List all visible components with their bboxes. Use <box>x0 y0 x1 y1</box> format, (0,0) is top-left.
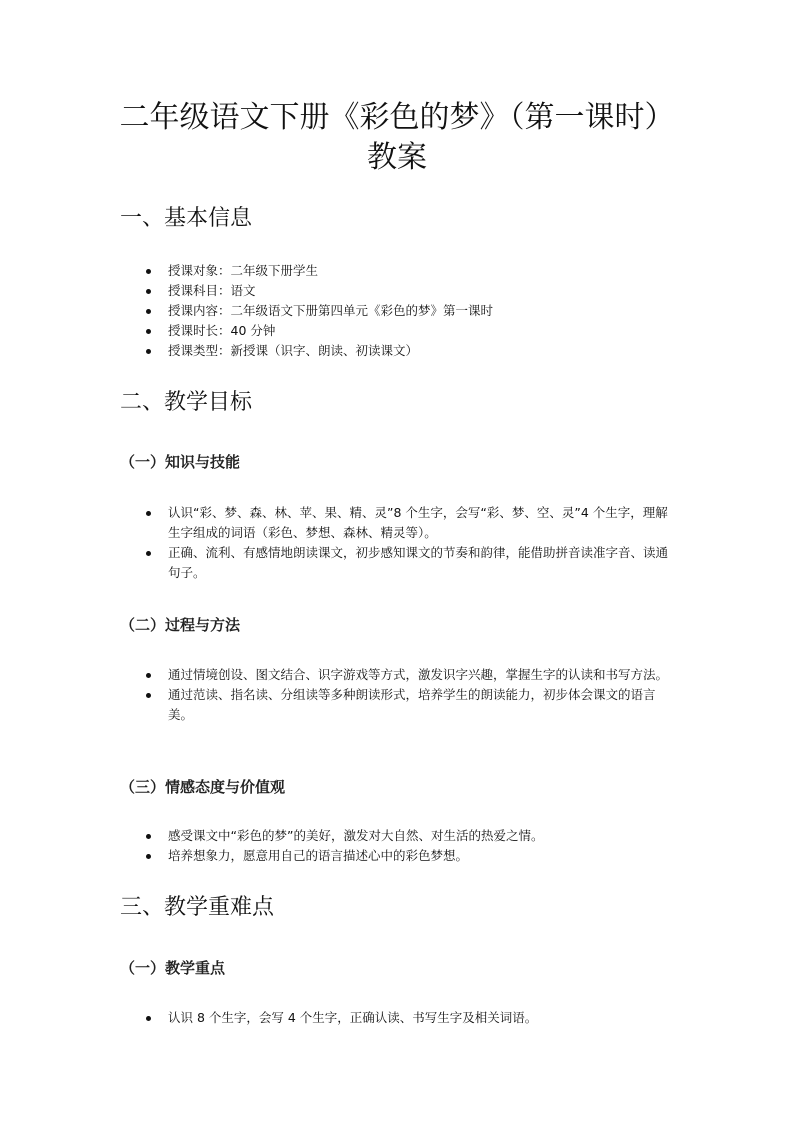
bullet-icon <box>146 673 151 678</box>
section-heading-teaching-goals: 二、教学目标 <box>120 390 253 415</box>
list-item: 认识“彩、梦、森、林、苹、果、精、灵”8 个生字，会写“彩、梦、空、灵”4 个生字，理解生字组成的词语（彩色、梦想、森林、精灵等）。 <box>140 503 678 543</box>
list-item: 授课类型：新授课（识字、朗读、初读课文） <box>140 341 678 361</box>
section-heading-basic-info: 一、基本信息 <box>120 206 253 231</box>
list-item: 正确、流利、有感情地朗读课文，初步感知课文的节奏和韵律，能借助拼音读准字音、读通句子。 <box>140 543 678 583</box>
section-heading-key-difficult-points: 三、教学重难点 <box>120 895 275 920</box>
emotion-values-list <box>140 826 678 866</box>
bullet-icon <box>146 269 151 274</box>
bullet-icon <box>146 834 151 839</box>
subsection-heading-teaching-focus: （一）教学重点 <box>120 959 226 977</box>
bullet-icon <box>146 309 151 314</box>
list-item: 认识 8 个生字，会写 4 个生字，正确认读、书写生字及相关词语。 <box>140 1008 678 1028</box>
list-item: 通过范读、指名读、分组读等多种朗读形式，培养学生的朗读能力，初步体会课文的语言美。 <box>140 685 678 725</box>
bullet-icon <box>146 551 151 556</box>
teaching-focus-list <box>140 1008 678 1028</box>
list-item: 培养想象力，愿意用自己的语言描述心中的彩色梦想。 <box>140 846 678 866</box>
bullet-icon <box>146 854 151 859</box>
subsection-heading-knowledge-skills: （一）知识与技能 <box>120 453 241 471</box>
knowledge-skills-list <box>140 503 678 583</box>
bullet-icon <box>146 349 151 354</box>
list-item: 授课对象：二年级下册学生 <box>140 261 678 281</box>
list-item: 感受课文中“彩色的梦”的美好，激发对大自然、对生活的热爱之情。 <box>140 826 678 846</box>
bullet-icon <box>146 1016 151 1021</box>
list-item: 授课科目：语文 <box>140 281 678 301</box>
bullet-icon <box>146 511 151 516</box>
bullet-icon <box>146 693 151 698</box>
list-item: 授课时长：40 分钟 <box>140 321 678 341</box>
subsection-heading-emotion-values: （三）情感态度与价值观 <box>120 778 286 796</box>
subsection-heading-process-methods: （二）过程与方法 <box>120 616 241 634</box>
bullet-icon <box>146 329 151 334</box>
basic-info-list <box>140 261 678 361</box>
process-methods-list <box>140 665 678 725</box>
document-title: 二年级语文下册《彩色的梦》（第一课时）教案 <box>119 100 675 175</box>
list-item: 授课内容：二年级语文下册第四单元《彩色的梦》第一课时 <box>140 301 678 321</box>
list-item: 通过情境创设、图文结合、识字游戏等方式，激发识字兴趣，掌握生字的认读和书写方法。 <box>140 665 678 685</box>
bullet-icon <box>146 289 151 294</box>
